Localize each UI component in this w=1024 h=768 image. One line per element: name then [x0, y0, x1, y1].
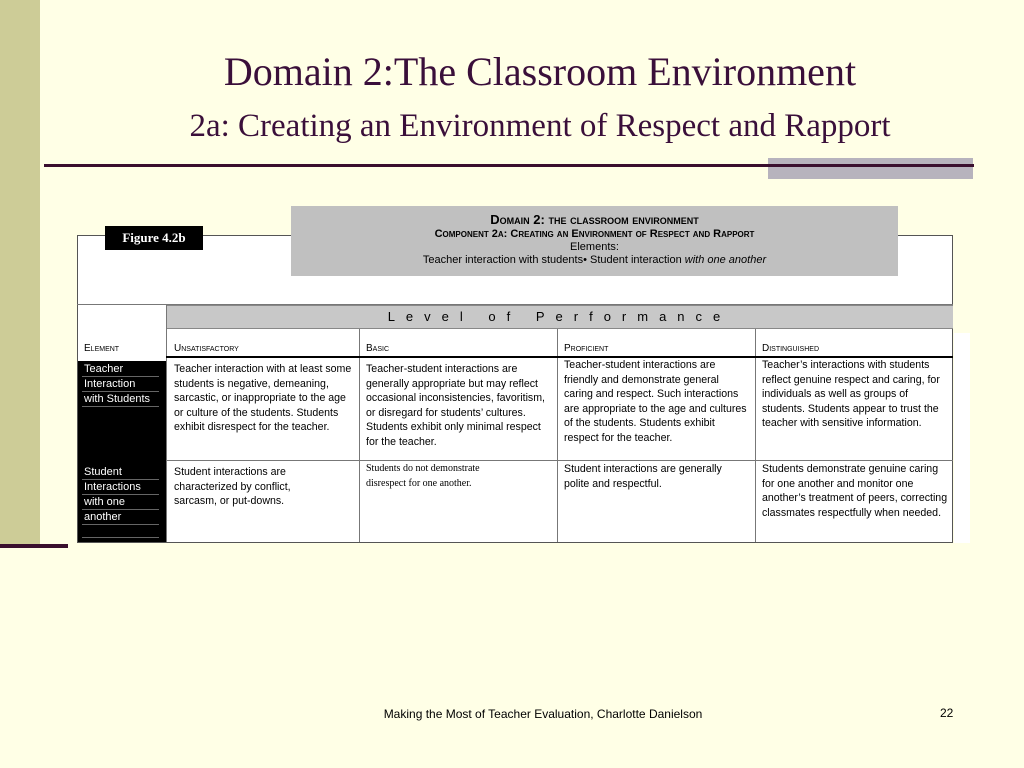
footer-text: Making the Most of Teacher Evaluation, Charlotte Danielson: [383, 707, 703, 721]
title-divider-accent: [768, 158, 973, 179]
column-header-element: Element: [84, 343, 120, 354]
frame-right-edge: [954, 333, 970, 543]
grid-line: [166, 460, 953, 461]
cell-row1-proficient: Teacher-student interactions are friendly and demonstrate general caring and respect. Such interactions are appropriate to the age and cultures of the students. Students exhibit respect for the teacher.: [564, 359, 747, 444]
row-element-student-interactions: Student Interactions with one another: [82, 465, 159, 538]
grid-line: [77, 304, 953, 305]
cell-row2-distinguished: Students demonstrate genuine caring for one another and monitor one another’s treatment of peers, correcting classmates respectfully when needed.: [762, 463, 948, 519]
rubric-component: Component 2a: Creating an Environment of Respect and Rapport: [434, 228, 755, 240]
slide-subtitle: 2a: Creating an Environment of Respect and Rapport: [189, 108, 891, 144]
grid-line: [359, 329, 360, 542]
rubric-domain: Domain 2: the classroom environment: [490, 212, 699, 227]
row-element-teacher-interaction: Teacher Interaction with Students: [82, 362, 159, 407]
rubric-header: [291, 206, 898, 276]
page-number: 22: [940, 706, 954, 720]
cell-row1-basic: Teacher-student interactions are generally appropriate but may reflect occasional inconsistencies, favoritism, or disregard for students’ cultures. Students exhibit only minimal respect for the teacher.: [366, 363, 545, 448]
cell-row2-basic: Students do not demonstrate disrespect for one another.: [366, 463, 480, 489]
cell-row1-unsatisfactory: Teacher interaction with at least some students is negative, demeaning, sarcastic, or inappropriate to the age or culture of the students. Students exhibit disrespect for the teacher.: [174, 363, 352, 433]
column-header-proficient: Proficient: [564, 343, 609, 354]
column-header-unsatisfactory: Unsatisfactory: [174, 343, 239, 354]
grid-line: [557, 329, 558, 542]
column-header-distinguished: Distinguished: [762, 343, 820, 354]
rubric-elements-text: Teacher interaction with students• Student interaction with one another: [422, 254, 767, 266]
figure-label: Figure 4.2b: [105, 226, 203, 250]
cell-row1-distinguished: Teacher’s interactions with students reflect genuine respect and caring, for individuals as well as groups of students. Students appear to trust the teacher with sensitive information.: [762, 359, 940, 429]
sidebar-rule: [0, 544, 68, 548]
slide-title: Domain 2:The Classroom Environment: [223, 49, 857, 94]
level-of-performance-band: Level of Performance: [166, 305, 953, 329]
cell-row2-proficient: Student interactions are generally polite and respectful.: [564, 463, 722, 490]
rubric-elements-label: Elements:: [570, 241, 619, 253]
cell-row2-unsatisfactory: Student interactions are characterized by conflict, sarcasm, or put-downs.: [174, 466, 291, 507]
slide-sidebar-bar: [0, 0, 40, 548]
column-header-basic: Basic: [366, 343, 390, 354]
bullet-icon: •: [583, 254, 587, 266]
grid-line: [755, 329, 756, 542]
grid-line: [166, 305, 167, 542]
